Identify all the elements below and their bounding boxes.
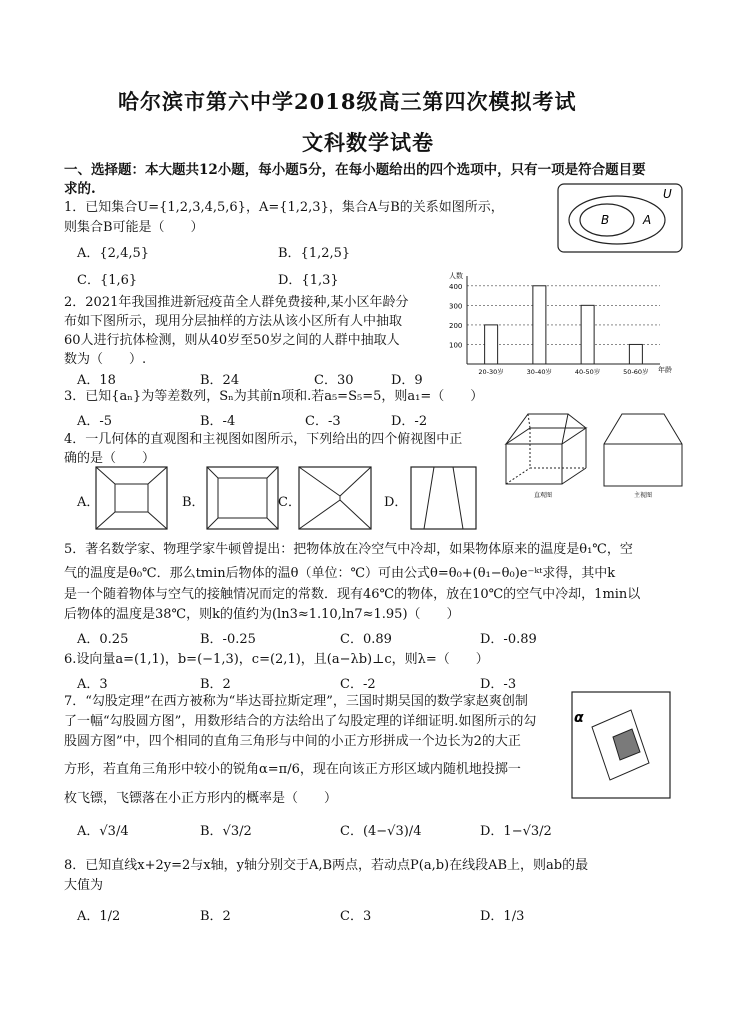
age-bar-chart [445, 268, 690, 380]
q8-text-2: 大值为 [64, 878, 104, 893]
q7-option-d: D．1−√3/2 [480, 824, 552, 839]
q2-option-d: D．9 [391, 373, 423, 388]
q5-text-1: 5．著名数学家、物理学家牛顿曾提出：把物体放在冷空气中冷却，如果物体原来的温度是θ₁℃，空 [64, 542, 633, 557]
q4-label-perspective: 直观图 [534, 492, 553, 499]
q2-option-b: B．24 [200, 373, 240, 388]
q3-option-b: B．-4 [200, 414, 236, 429]
chart-bar-1 [533, 286, 546, 364]
q7-option-b: B．√3/2 [200, 824, 252, 839]
q3-option-a: A．-5 [77, 414, 113, 429]
q5-option-c: C．0.89 [340, 632, 392, 647]
q5-option-a: A．0.25 [77, 632, 129, 647]
q5-option-d: D．-0.89 [480, 632, 537, 647]
q8-option-d: D．1/3 [480, 909, 525, 924]
chart-bar-2 [581, 305, 594, 364]
q2-text-1: 2．2021年我国推进新冠疫苗全人群免费接种,某小区年龄分 [64, 295, 409, 310]
q6-option-d: D．-3 [480, 677, 517, 692]
chart-bar-3 [629, 344, 642, 364]
q4-option-c: C． [278, 495, 301, 510]
q2-option-c: C．30 [314, 373, 354, 388]
chart-tick-labels [449, 283, 649, 376]
q8-text-1: 8．已知直线x+2y=2与x轴，y轴分别交于A,B两点，若动点P(a,b)在线段AB上，则ab的最 [64, 858, 589, 873]
alpha-label: α [574, 710, 584, 726]
q3-option-d: D．-2 [391, 414, 428, 429]
q7-option-a: A．√3/4 [77, 824, 129, 839]
venn-label-b: B [601, 213, 610, 227]
exam-subtitle: 文科数学试卷 [302, 130, 434, 155]
q7-text-1: 7．“勾股定理”在西方被称为“毕达哥拉斯定理”，三国时期吴国的数学家赵爽创制 [64, 694, 528, 709]
q2-text-3: 60人进行抗体检测，则从40岁至50岁之间的人群中抽取人 [64, 333, 400, 348]
q3-option-c: C．-3 [305, 414, 341, 429]
q8-option-c: C．3 [340, 909, 372, 924]
q1-option-c: C．{1,6} [77, 273, 138, 288]
q5-text-2: 气的温度是θ₀℃．那么tmin后物体的温θ（单位：℃）可由公式θ=θ₀+(θ₁−θ₀)e⁻ᵏᵗ求得，其中k [64, 566, 616, 581]
chart-x-tick-label: 40-50岁 [574, 368, 601, 376]
q6-option-c: C．-2 [340, 677, 376, 692]
q4-label-front: 主视图 [634, 492, 653, 499]
chart-y-tick-label: 200 [449, 321, 463, 330]
q2-text-2: 布如下图所示，现用分层抽样的方法从该小区所有人中抽取 [64, 314, 403, 329]
chart-y-tick-label: 100 [449, 341, 463, 350]
q4-option-b-figure [206, 466, 279, 530]
chart-bar-0 [485, 325, 498, 364]
chart-x-tick-label: 30-40岁 [526, 368, 553, 376]
q4-option-d-figure [410, 466, 477, 530]
q4-front-view-figure [600, 410, 686, 502]
q1-text-2: 则集合B可能是（ ） [64, 220, 204, 235]
q4-option-b: B． [182, 495, 205, 510]
q7-text-5: 枚飞镖，飞镖落在小正方形内的概率是（ ） [64, 791, 338, 806]
q2-text-4: 数为（ ）. [64, 352, 147, 367]
q3-text: 3．已知{aₙ}为等差数列，Sₙ为其前n项和.若a₅=S₅=5，则a₁=（ ） [64, 389, 484, 404]
q7-text-4: 方形，若直角三角形中较小的锐角α=π/6，现在向该正方形区域内随机地投掷一 [64, 762, 521, 777]
chart-xlabel: 年龄 [658, 366, 672, 374]
q7-option-c: C．(4−√3)/4 [340, 824, 422, 839]
q4-perspective-figure [498, 410, 594, 502]
q6-text: 6.设向量a=(1,1)，b=(−1,3)，c=(2,1)，且(a−λb)⊥c，则λ=（ ） [64, 652, 489, 667]
q1-option-a: A．{2,4,5} [77, 246, 150, 261]
q4-option-d: D． [384, 495, 408, 510]
q5-text-4: 后物体的温度是38℃，则k的值约为(ln3≈1.10,ln7≈1.95)（ ） [64, 607, 460, 622]
chart-ylabel: 人数 [449, 272, 463, 280]
q4-option-a: A． [77, 495, 100, 510]
q4-option-c-figure [298, 466, 372, 530]
pythagorean-square-figure [570, 690, 672, 800]
section-header-line1: 一、选择题：本大题共12小题，每小题5分，在每小题给出的四个选项中，只有一项是符合题目要 [64, 162, 646, 178]
venn-label-a: A [643, 213, 652, 227]
q1-option-b: B．{1,2,5} [278, 246, 351, 261]
venn-label-u: U [663, 187, 672, 201]
q4-option-a-figure [95, 466, 168, 530]
chart-x-tick-label: 50-60岁 [623, 368, 649, 376]
venn-diagram [557, 183, 683, 253]
exam-title: 哈尔滨市第六中学2018级高三第四次模拟考试 [118, 89, 577, 114]
q7-text-3: 股圆方图”中，四个相同的直角三角形与中间的小正方形拼成一个边长为2的大正 [64, 734, 521, 749]
q4-text-1: 4．一几何体的直观图和主视图如图所示，下列给出的四个俯视图中正 [64, 432, 463, 447]
q6-option-a: A．3 [77, 677, 108, 692]
section-header-line2: 求的. [64, 181, 96, 197]
q1-text-1: 1．已知集合U={1,2,3,4,5,6}，A={1,2,3}，集合A与B的关系如图所示， [64, 200, 504, 215]
q5-text-3: 是一个随着物体与空气的接触情况而定的常数．现有46℃的物体，放在10℃的空气中冷却，1min以 [64, 587, 641, 602]
q5-option-b: B．-0.25 [200, 632, 256, 647]
q7-text-2: 了一幅“勾股圆方图”，用数形结合的方法给出了勾股定理的详细证明.如图所示的勾 [64, 714, 537, 729]
chart-x-tick-label: 20-30岁 [478, 368, 504, 376]
q4-text-2: 确的是（ ） [64, 451, 156, 466]
q6-option-b: B．2 [200, 677, 231, 692]
chart-y-tick-label: 400 [449, 282, 463, 291]
q1-option-d: D．{1,3} [278, 273, 339, 288]
q2-option-a: A．18 [77, 373, 116, 388]
q8-option-b: B．2 [200, 909, 231, 924]
chart-y-tick-label: 300 [449, 302, 463, 311]
q8-option-a: A．1/2 [77, 909, 121, 924]
